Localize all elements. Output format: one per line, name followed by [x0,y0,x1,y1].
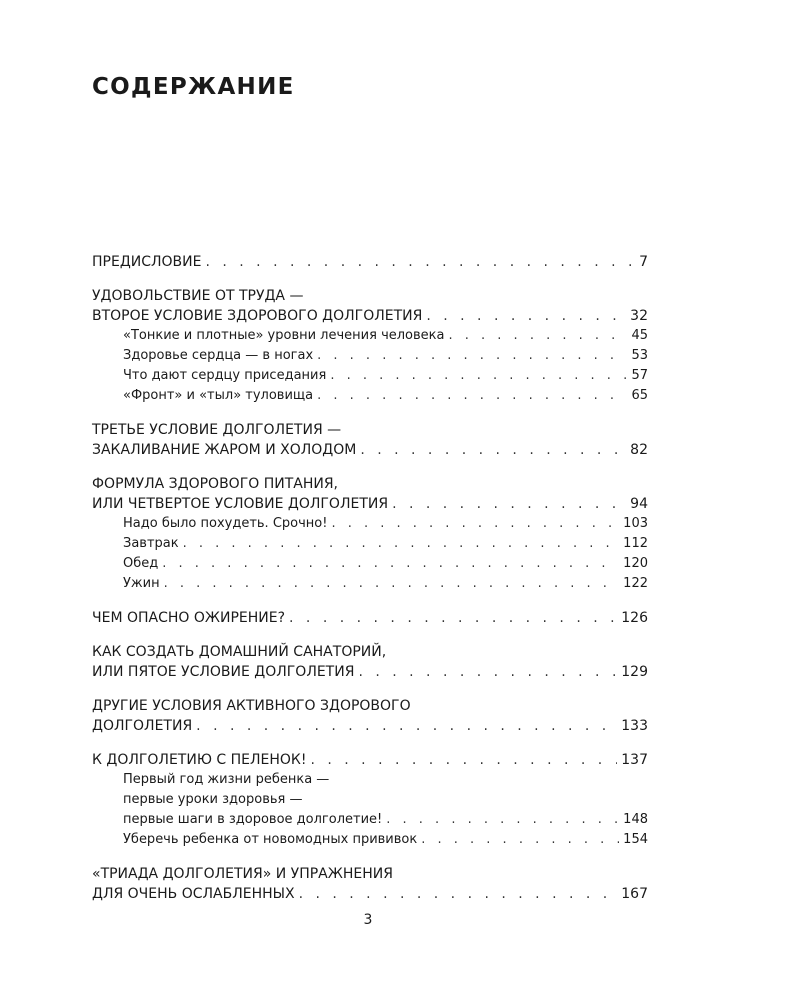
dot-leader [421,830,619,850]
toc-entry-title: КАК СОЗДАТЬ ДОМАШНИЙ САНАТОРИЙ, [92,644,387,660]
toc-page-number: 7 [639,254,648,270]
toc-subentry-title: Уберечь ребенка от новомодных прививок [123,832,418,847]
toc-entry-title: ЗАКАЛИВАНИЕ ЖАРОМ И ХОЛОДОМ [92,442,357,458]
toc-subentry-line [92,534,648,554]
toc-subentry-line [92,574,648,594]
toc-page-number: 154 [623,832,648,847]
toc-entry-title: «ТРИАДА ДОЛГОЛЕТИЯ» И УПРАЖНЕНИЯ [92,866,393,882]
toc-entry-title: ДЛЯ ОЧЕНЬ ОСЛАБЛЕННЫХ [92,886,295,902]
toc-entry [92,750,648,850]
toc-entry-title: ЧЕМ ОПАСНО ОЖИРЕНИЕ? [92,610,286,626]
toc-entry [92,608,648,628]
toc-entry [92,864,648,904]
toc-entry [92,252,648,272]
dot-leader [310,750,617,770]
toc-page-number: 167 [621,886,648,902]
dot-leader [299,884,618,904]
toc-subentry-line [92,386,648,406]
page-number: 3 [363,912,373,928]
toc-subentry-line [92,346,648,366]
dot-leader [449,326,628,346]
toc-entry-line [92,716,648,736]
toc-entry-title: ДРУГИЕ УСЛОВИЯ АКТИВНОГО ЗДОРОВОГО [92,698,411,714]
toc-subentry-line [92,554,648,574]
dot-leader [317,346,627,366]
toc-subentry-title: Надо было похудеть. Срочно! [123,516,328,531]
toc-subentry-title: Завтрак [123,536,179,551]
toc-entry-title: УДОВОЛЬСТВИЕ ОТ ТРУДА — [92,288,304,304]
toc-page-number: 32 [630,308,648,324]
table-of-contents [92,252,648,918]
toc-subentry-title: первые шаги в здоровое долголетие! [123,812,383,827]
dot-leader [289,608,617,628]
toc-entry-title: ИЛИ ЧЕТВЕРТОЕ УСЛОВИЕ ДОЛГОЛЕТИЯ [92,496,389,512]
toc-page-number: 57 [631,368,648,383]
toc-page-number: 120 [623,556,648,571]
toc-entry-line [92,750,648,770]
toc-entry-title: К ДОЛГОЛЕТИЮ С ПЕЛЕНОК! [92,752,307,768]
toc-page-number: 148 [623,812,648,827]
toc-entry [92,286,648,406]
toc-entry-line [92,494,648,514]
toc-entry-line [92,642,648,662]
toc-subentry-line [92,514,648,534]
toc-subentry-title: Что дают сердцу приседания [123,368,327,383]
dot-leader [317,386,627,406]
toc-subentry-title: Ужин [123,576,160,591]
toc-page-number: 94 [630,496,648,512]
toc-page-number: 112 [623,536,648,551]
toc-page-number: 53 [631,348,648,363]
toc-subentry-line [92,790,648,810]
toc-page-number: 103 [623,516,648,531]
dot-leader [330,366,627,386]
dot-leader [426,306,626,326]
toc-subentry-line [92,366,648,386]
toc-entry-title: ФОРМУЛА ЗДОРОВОГО ПИТАНИЯ, [92,476,339,492]
toc-entry-line [92,306,648,326]
toc-page-number: 45 [631,328,648,343]
toc-page-number: 126 [621,610,648,626]
toc-page-number: 82 [630,442,648,458]
toc-subentry-title: Первый год жизни ребенка — [123,772,330,787]
toc-entry-line [92,864,648,884]
toc-page-number: 122 [623,576,648,591]
dot-leader [164,574,620,594]
dot-leader [162,554,619,574]
toc-entry-title: ВТОРОЕ УСЛОВИЕ ЗДОРОВОГО ДОЛГОЛЕТИЯ [92,308,423,324]
dot-leader [331,514,619,534]
page-title: СОДЕРЖАНИЕ [92,74,295,100]
toc-entry-title: ТРЕТЬЕ УСЛОВИЕ ДОЛГОЛЕТИЯ — [92,422,342,438]
toc-entry-line [92,440,648,460]
toc-subentry-line [92,326,648,346]
toc-subentry-line [92,770,648,790]
toc-entry [92,420,648,460]
toc-entry-title: ДОЛГОЛЕТИЯ [92,718,193,734]
toc-entry-line [92,474,648,494]
dot-leader [358,662,617,682]
dot-leader [183,534,620,554]
dot-leader [360,440,626,460]
toc-page-number: 133 [621,718,648,734]
toc-entry-line [92,696,648,716]
dot-leader [386,810,619,830]
toc-entry-line [92,420,648,440]
dot-leader [196,716,617,736]
toc-entry [92,474,648,594]
toc-subentry-title: «Фронт» и «тыл» туловища [123,388,314,403]
toc-page-number: 65 [631,388,648,403]
dot-leader [392,494,626,514]
toc-entry [92,696,648,736]
toc-subentry-line [92,810,648,830]
toc-entry-line [92,252,648,272]
toc-page-number: 137 [621,752,648,768]
toc-entry-line [92,286,648,306]
toc-entry-line [92,884,648,904]
toc-subentry-title: Здоровье сердца — в ногах [123,348,314,363]
toc-entry-title: ПРЕДИСЛОВИЕ [92,254,202,270]
toc-entry-line [92,608,648,628]
toc-subentry-line [92,830,648,850]
dot-leader [205,252,635,272]
toc-entry [92,642,648,682]
toc-subentry-title: «Тонкие и плотные» уровни лечения человека [123,328,445,343]
toc-subentry-title: Обед [123,556,159,571]
toc-entry-line [92,662,648,682]
toc-entry-title: ИЛИ ПЯТОЕ УСЛОВИЕ ДОЛГОЛЕТИЯ [92,664,355,680]
toc-subentry-title: первые уроки здоровья — [123,792,303,807]
toc-page-number: 129 [621,664,648,680]
